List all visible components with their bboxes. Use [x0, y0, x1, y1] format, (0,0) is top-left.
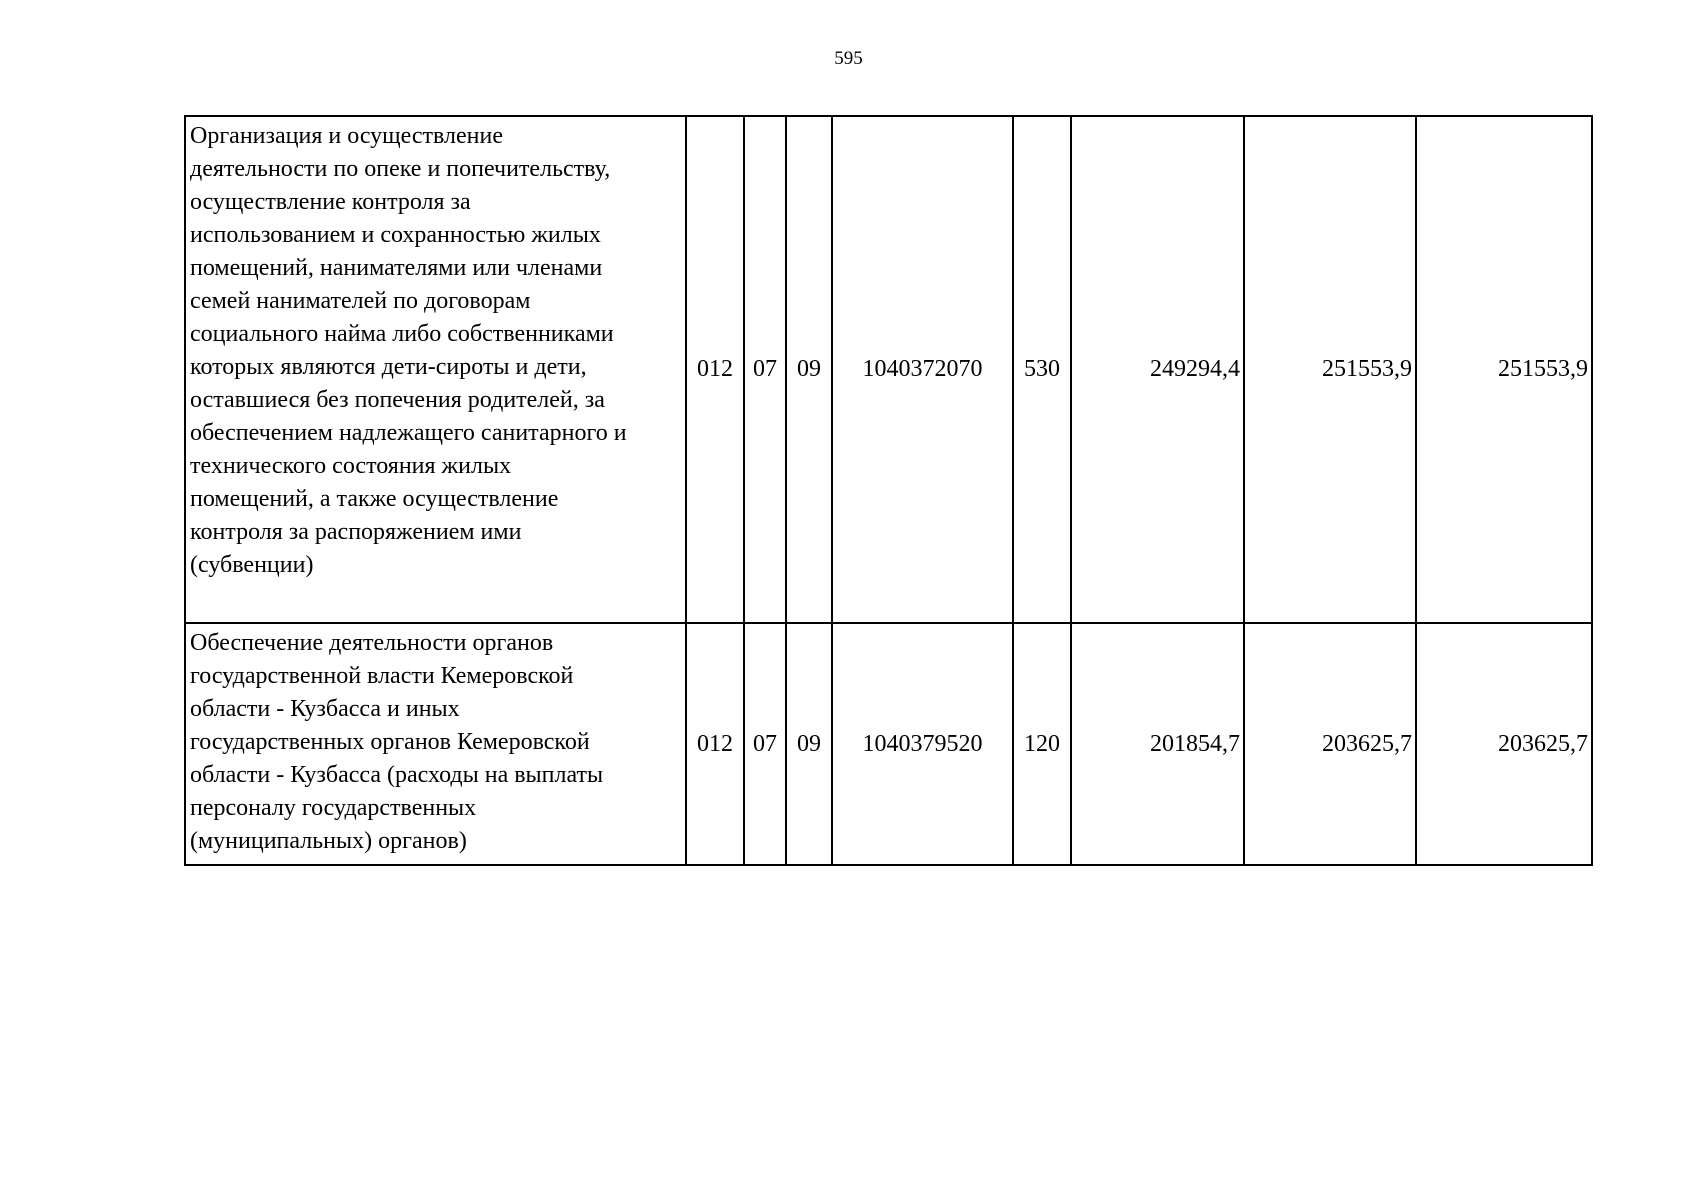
- page-number: 595: [834, 48, 863, 69]
- subsection-code: 09: [786, 116, 832, 623]
- target-article-code: 1040379520: [832, 623, 1013, 865]
- expense-description: Обеспечение деятельности органов государственной власти Кемеровской области - Кузбасса и иных государственных органов Кемеровской области - Кузбасса (расходы на выплаты персоналу государственных (муниципальных) органов): [185, 623, 686, 865]
- amount-cell: 203625,7: [1416, 623, 1592, 865]
- target-article-code: 1040372070: [832, 116, 1013, 623]
- amount-cell: 251553,9: [1416, 116, 1592, 623]
- budget-table: [184, 115, 1593, 866]
- amount-cell: 249294,4: [1071, 116, 1244, 623]
- subsection-code: 09: [786, 623, 832, 865]
- section-code: 07: [744, 116, 786, 623]
- amount-cell: 201854,7: [1071, 623, 1244, 865]
- ministry-code: 012: [686, 116, 744, 623]
- amount-cell: 203625,7: [1244, 623, 1416, 865]
- expense-type-code: 530: [1013, 116, 1071, 623]
- table-row: [185, 116, 1592, 623]
- expense-type-code: 120: [1013, 623, 1071, 865]
- table-row: [185, 623, 1592, 865]
- section-code: 07: [744, 623, 786, 865]
- expense-description: Организация и осуществление деятельности по опеке и попечительству, осуществление контроля за использованием и сохранностью жилых помещений, нанимателями или членами семей нанимателей по договорам социального найма либо собственниками которых являются дети-сироты и дети, оставшиеся без попечения родителей, за обеспечением надлежащего санитарного и технического состояния жилых помещений, а также осуществление контроля за распоряжением ими (субвенции): [185, 116, 686, 623]
- ministry-code: 012: [686, 623, 744, 865]
- amount-cell: 251553,9: [1244, 116, 1416, 623]
